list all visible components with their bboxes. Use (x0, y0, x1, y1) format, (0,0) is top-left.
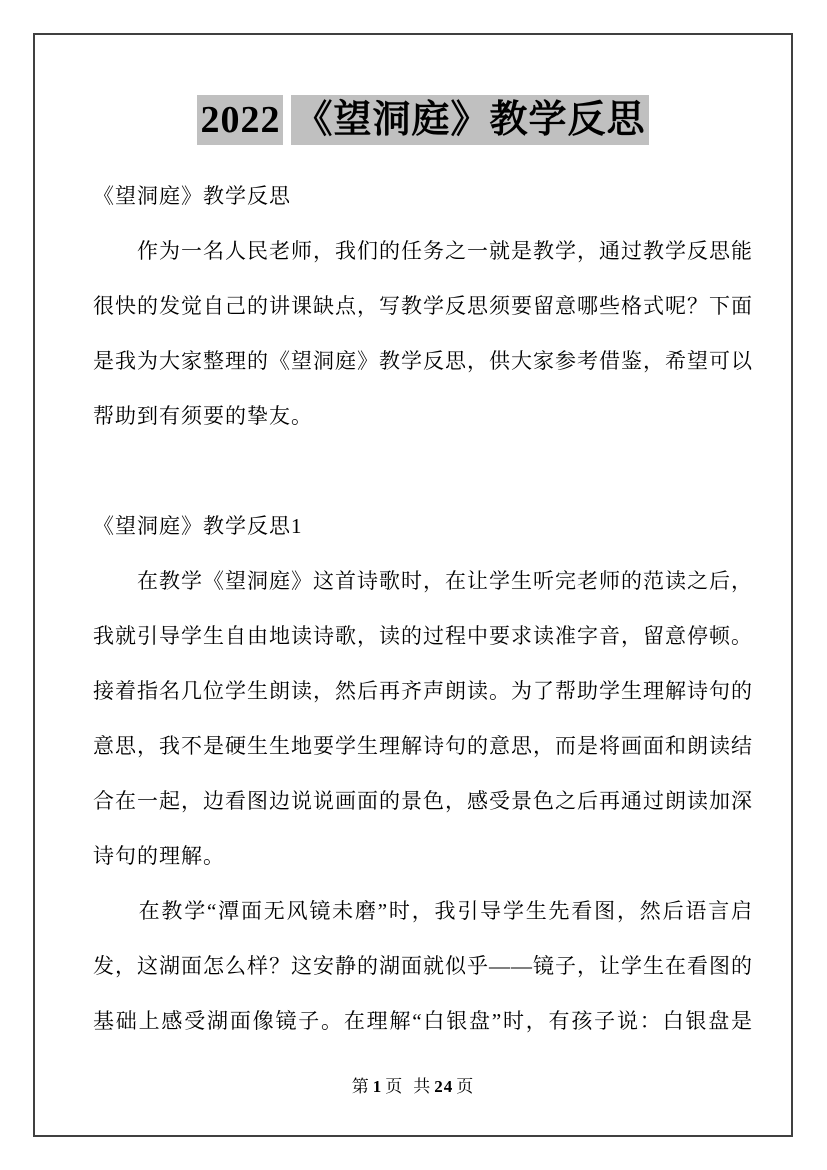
title-main: 《望洞庭》教学反思 (291, 95, 648, 145)
document-title (93, 95, 753, 145)
text-line: 作为一名人民老师，我们的任务之一就是教学，通过教学反思能 (93, 239, 753, 263)
text-line: 基础上感受湖面像镜子。在理解“白银盘”时，有孩子说：白银盘是 (93, 1009, 753, 1033)
text-line: 很快的发觉自己的讲课缺点，写教学反思须要留意哪些格式呢？下面 (93, 294, 753, 318)
text-line: 合在一起，边看图边说说画面的景色，感受景色之后再通过朗读加深 (93, 789, 753, 813)
text-line: 发，这湖面怎么样？这安静的湖面就似乎——镜子，让学生在看图的 (93, 954, 753, 978)
page-sheet (33, 33, 793, 1137)
footer-current-page: 1 (372, 1077, 383, 1096)
text-line: 意思，我不是硬生生地要学生理解诗句的意思，而是将画面和朗读结 (93, 734, 753, 758)
text-line: 在教学《望洞庭》这首诗歌时，在让学生听完老师的范读之后， (93, 569, 753, 593)
title-year: 2022 (197, 95, 283, 145)
text-line: 在教学“潭面无风镜未磨”时，我引导学生先看图，然后语言启 (93, 899, 753, 923)
footer-page-prefix: 第 (351, 1077, 370, 1096)
text-line: 《望洞庭》教学反思 (93, 184, 291, 208)
text-line: 接着指名几位学生朗读，然后再齐声朗读。为了帮助学生理解诗句的 (93, 679, 753, 703)
blank-line (93, 444, 753, 499)
text-line: 《望洞庭》教学反思1 (93, 514, 303, 538)
footer-total-pages: 24 (434, 1077, 454, 1096)
text-line: 是我为大家整理的《望洞庭》教学反思，供大家参考借鉴，希望可以 (93, 349, 753, 373)
text-line: 我就引导学生自由地读诗歌，读的过程中要求读准字音，留意停顿。 (93, 624, 753, 648)
footer-total-prefix: 共 (413, 1077, 432, 1096)
footer-page-suffix: 页 (385, 1077, 404, 1096)
text-line: 诗句的理解。 (93, 844, 225, 868)
text-line: 帮助到有须要的挚友。 (93, 404, 313, 428)
document-body (93, 169, 753, 1049)
footer-total-suffix: 页 (456, 1077, 475, 1096)
page-footer (35, 1072, 791, 1097)
page-content (93, 35, 753, 1049)
